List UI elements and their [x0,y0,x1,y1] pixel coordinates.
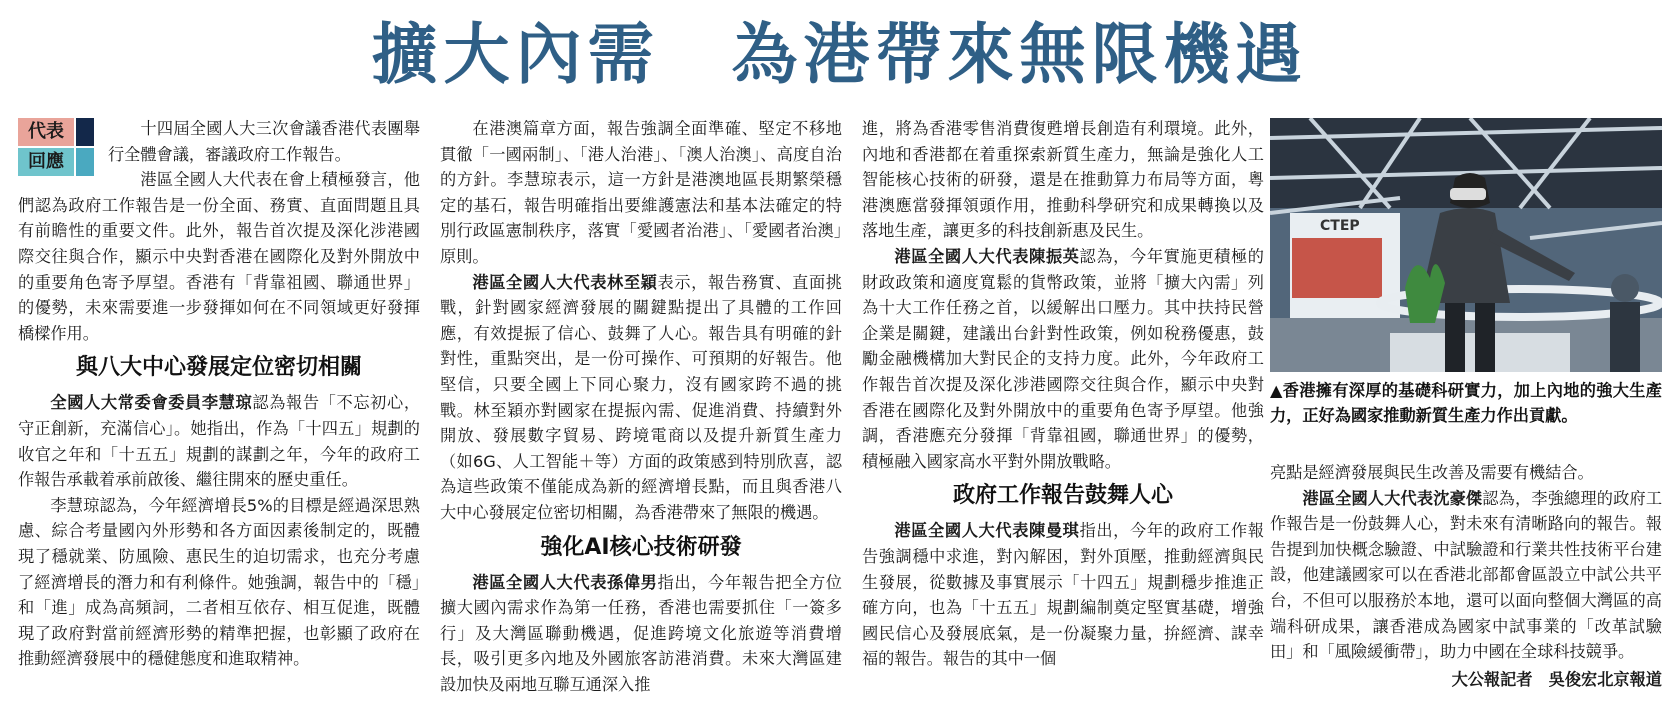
article-column-4 [1270,460,1662,692]
article-column-3 [862,116,1264,672]
speaker-name: 港區全國人大代表沈豪傑 [1302,488,1483,508]
tag-block-teal [76,148,94,176]
byline: 大公報記者 吳俊宏北京報道 [1451,669,1662,689]
speaker-name: 港區全國人大代表陳振英 [894,246,1080,266]
paragraph: 港區全國人大代表在會上積極發言，他們認為政府工作報告是一份全面、務實、直面問題且具有前瞻性的重要文件。此外，報告首次提及深化涉港國際交往與合作，顯示中央對香港在國際化及對外開放中的重要角色寄予厚望。香港有「背靠祖國、聯通世界」的優勢，未來需要進一步發揮如何在不同領域更好發揮橋樑作用。 [18,170,420,343]
article-column-2 [440,116,842,697]
paragraph: 亮點是經濟發展與民生改善及需要有機結合。 [1270,463,1594,482]
speaker-name: 全國人大常委會委員李慧琼 [50,393,253,413]
photo-sign-text: СТЕР [1320,218,1360,234]
paragraph-text: 指出，今年報告把全方位擴大國內需求作為第一任務，香港也需要抓住「一簽多行」及大灣區聯動機遇，促進跨境文化旅遊等消費增長，吸引更多內地及外國旅客訪港消費。未來大灣區建設加快及兩地互聯互通深入推 [440,572,842,694]
paragraph [862,244,1264,474]
speaker-name: 港區全國人大代表孫偉男 [472,572,658,592]
paragraph [440,570,842,698]
paragraph-text: 認為報告「不忘初心，守正創新，充滿信心」。她指出，作為「十四五」規劃的收官之年和「十五五」規劃的謀劃之年，今年的政府工作報告承載着承前啟後、繼往開來的歷史重任。 [18,393,421,490]
paragraph: 在港澳篇章方面，報告強調全面準確、堅定不移地貫徹「一國兩制」、「港人治港」、「澳人治澳」、高度自治的方針。李慧琼表示，這一方針是港澳地區長期繁榮穩定的基石，報告明確指出要維護憲法和基本法確定的特別行政區憲制秩序，落實「愛國者治港」、「愛國者治澳」原則。 [440,119,842,266]
paragraph [18,390,420,492]
tag-line-2: 回應 [18,148,74,176]
subheading: 與八大中心發展定位密切相關 [75,355,362,381]
paragraph: 進，將為香港零售消費復甦增長創造有利環境。此外，內地和香港都在着重探索新質生產力，無論是強化人工智能核心技術的研發，還是在推動算力布局等方面，粵港澳應當發揮領頭作用，推動科學研究和成果轉換以及落地生產，讓更多的科技創新惠及民生。 [862,119,1264,241]
paragraph-text: 認為，李強總理的政府工作報告是一份鼓舞人心，對未來有清晰路向的報告。報告提到加快概念驗證、中試驗證和行業共性技術平台建設，他建議國家可以在香港北部都會區設立中試公共平台，不但可以服務於本地，還可以面向整個大灣區的高端科研成果，讓香港成為國家中試事業的「改革試驗田」和「風險緩衝帶」，助力中國在全球科技競爭。 [1270,488,1663,662]
speaker-name: 港區全國人大代表林至穎 [472,272,658,292]
photo-caption: ▲香港擁有深厚的基礎科研實力，加上內地的強大生產力，正好為國家推動新質生產力作出貢獻。 [1270,381,1662,425]
paragraph-text: 表示，報告務實、直面挑戰，針對國家經濟發展的關鍵點提出了具體的工作回應，有效提振了信心、鼓舞了人心。報告具有明確的針對性，重點突出，是一份可操作、可預期的好報告。他堅信，只要全國上下同心聚力，沒有國家跨不過的挑戰。林至穎亦對國家在提振內需、促進消費、持續對外開放、發展數字貿易、跨境電商以及提升新質生產力（如6G、人工智能＋等）方面的政策感到特別欣喜，認為這些政策不僅能成為新的經濟增長點，而且與香港八大中心發展定位密切相關，為香港帶來了無限的機遇。 [440,272,842,522]
news-photo [1270,118,1662,372]
headline: 擴大內需 為港帶來無限機遇 [371,15,1308,93]
paragraph [440,270,842,526]
article-column-1 [18,116,420,672]
paragraph: 十四屆全國人大三次會議香港代表團舉行全體會議，審議政府工作報告。 [108,119,420,164]
paragraph: 李慧琼認為，今年經濟增長5%的目標是經過深思熟慮、綜合考量國內外形勢和各方面因素後制定的，既體現了穩就業、防風險、惠民生的迫切需求，也充分考慮了經濟增長的潛力和有利條件。她強調，報告中的「穩」和「進」成為高頻詞，二者相互依存、相互促進，既體現了政府對當前經濟形勢的精準把握，也彰顯了政府在推動經濟發展中的穩健態度和進取精神。 [18,495,420,669]
paragraph-text: 指出，今年的政府工作報告強調穩中求進，對內解困，對外頂壓，推動經濟與民生發展，從數據及事實展示「十四五」規劃穩步推進正確方向，也為「十五五」規劃編制奠定堅實基礎，增強國民信心及發展底氣，是一份凝聚力量，拚經濟、謀幸福的報告。報告的其中一個 [862,521,1264,669]
paragraph [862,518,1264,672]
subheading: 政府工作報告鼓舞人心 [952,483,1173,509]
vr-lab-photo-illustration [1270,118,1662,372]
paragraph [1270,486,1662,665]
paragraph-text: 認為，今年實施更積極的財政政策和適度寬鬆的貨幣政策，並將「擴大內需」列為十大工作任務之首，以緩解出口壓力。其中扶持民營企業是關鍵，建議出台針對性政策，例如稅務優惠，鼓勵金融機構加大對民企的支持力度。此外，今年政府工作報告首次提及深化涉港國際交往與合作，顯示中央對香港在國際化及對外開放中的重要角色寄予厚望。他強調，香港應充分發揮「背靠祖國，聯通世界」的優勢，積極融入國家高水平對外開放戰略。 [862,246,1264,471]
section-tag [18,118,98,178]
subheading: 強化AI核心技術研發 [540,534,742,560]
tag-line-1: 代表 [18,118,74,146]
speaker-name: 港區全國人大代表陳曼琪 [894,521,1080,541]
tag-block-dark [76,118,94,146]
